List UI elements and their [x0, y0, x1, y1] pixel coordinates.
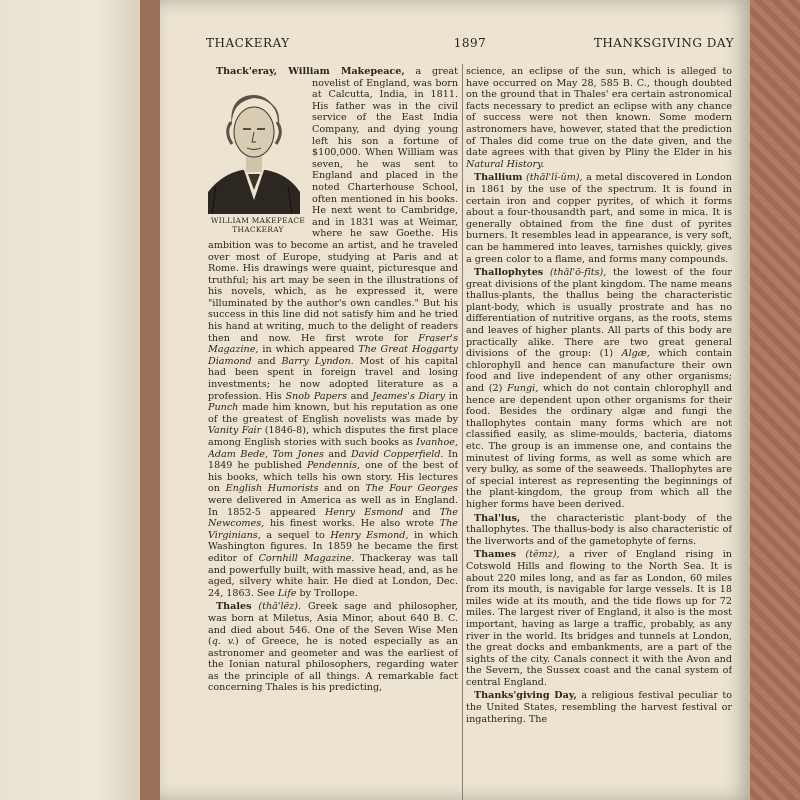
entry-text: a metal discovered in London in 1861 by the use of the spectrum. It is found in certain iron and copper pyrites, of which it forms about a four-thousandth part, and some in mica. It is generally obtained from the fine dust of pyrites burners. It resembles lead in appearance, is very soft, can be hammered into leaves, tarnishes quickly, gives a green color to a flame, and forms many compounds. [466, 172, 732, 265]
entry-text: science, an eclipse of the sun, which is alleged to have occurred on May 28, 585 B. C., though doubted on the ground that in Thales' era certain astronomical facts necessary to predict an eclipse with any chance of success were not then known. Some modern astronomers have, however, stated that the prediction of Thales did come true on the date given, and the date agrees with that given by Pliny the Elder in his [466, 66, 732, 159]
entry-text: and [403, 506, 440, 518]
title-italic: Life [277, 587, 297, 599]
entry-text: in which appeared [258, 344, 359, 356]
entry-text: and [323, 448, 351, 460]
pronunciation: (tĕmz), [525, 549, 560, 561]
entry-text: in which Washington figures. In 1859 he became the first editor of [208, 529, 458, 564]
entry-text: his finest works. He also wrote [264, 518, 440, 530]
entry-text: and on [318, 483, 366, 495]
entry-text: made him known, but his reputation as one of the greatest of English novelists was made by [208, 402, 458, 425]
entry-thames [466, 549, 732, 688]
headword-thallus: Thal'lus, [474, 512, 521, 524]
portrait-caption-line2: THACKERAY [232, 224, 284, 234]
headword-thallium: Thallium [474, 172, 523, 184]
entry-text: in [445, 390, 458, 402]
entry-text: Greek sage and philosopher, was born at Miletus, Asia Minor, about 640 B. C. and died about 546. One of the Seven Wise Men ( [208, 601, 458, 648]
title-italic: Punch [208, 402, 239, 414]
entry-text: (1846-8), which disputes the first place among English stories with such books as [208, 425, 458, 448]
entry-text: the characteristic plant-body of the thallophytes. The thallus-body is also characteristic of the liverworts and of the gametophyte of ferns. [466, 512, 732, 547]
book-facing-page [0, 0, 140, 800]
pronunciation: (thā'lēz). [251, 601, 302, 613]
title-italic: Henry Esmond [324, 506, 404, 518]
entry-text: Most of his capital had been spent in foreign travel and losing investments; he now adopted literature as a profession. His [208, 355, 458, 402]
entry-text: Thackeray was tall and powerfully built, with massive head, and, as he aged, silvery white hair. He died at London, Dec. 24, 1863. See [208, 552, 458, 599]
right-column [466, 66, 732, 800]
term-italic: Algæ, [621, 348, 650, 360]
entry-text: and [251, 355, 282, 367]
running-head [206, 36, 734, 54]
entry-text: were delivered in America as well as in England. In 1852-5 appeared [208, 494, 458, 518]
entry-text: which contain chlorophyll and hence can manufacture their own food and live independent of any other organisms; and (2) [466, 348, 732, 395]
entry-thallium [466, 172, 732, 265]
entry-text: a river of England rising in Cotswold Hills and flowing to the North Sea. It is about 220 miles long, and as far as London, 60 miles from its mouth, is navigable for large vessels. It is 18 miles wide at its mouth, and the tide flows up for 72 miles. The largest river of England, it also is the most important, having as large a traffic, probably, as any river in the world. Its bridges and tunnels at London, the great docks and embankments, are a part of the sights of the city. Canals connect it with the Avon and the Severn, the Sussex coast and the canal system of central England. [466, 549, 732, 688]
entry-thallus [466, 513, 732, 548]
entry-text: a sequel to [260, 529, 331, 541]
entry-text: ) of Greece, he is noted especially as an astronomer and geometer and was the earliest of the Ionian natural philosophers, regarding water as the principle of all things. A remarkable fact concerning Thales is his predicting, [208, 636, 458, 694]
title-italic: The Great Hoggarty Diamond [208, 344, 458, 367]
title-italic: The Four Georges [365, 483, 458, 495]
headword-thanksgiving: Thanks'giving Day, [474, 690, 577, 702]
entry-thales-continued [466, 66, 732, 170]
running-head-left: THACKERAY [206, 36, 290, 50]
entry-thackeray [208, 66, 458, 599]
running-head-right: THANKSGIVING DAY [593, 36, 734, 50]
title-italic: The Newcomes, [208, 506, 458, 530]
title-italic: Snob Papers [285, 390, 347, 402]
headword-thames: Thames [474, 549, 516, 561]
title-italic: English Humorists [225, 483, 319, 495]
title-italic: Barry Lyndon. [281, 355, 354, 367]
entry-thanksgiving [466, 690, 732, 725]
title-italic: Cornhill Magazine. [258, 552, 355, 564]
entry-thallophytes [466, 267, 732, 510]
headword-thallophytes: Thallophytes [474, 267, 544, 279]
pronunciation: (thăl'lĭ-ŭm), [525, 172, 583, 184]
entry-text: by Trollope. [296, 587, 358, 599]
left-column [208, 66, 458, 800]
entry-text: In 1849 he published [208, 448, 458, 472]
entry-text: a great novelist of England, was born at Calcutta, India, in 1811. His father was in the civil service of the East India Company, and dying young left his son a fortune of $100,000. When William was seven, he was sent to England and placed in the noted Charterhouse School, often mentioned in his books. He next went to Cambridge, and in 1831 was at Weimar, where he saw Goethe. His ambition was to become an artist, and he traveled over most of Europe, studying at Paris and at Rome. His drawings were quaint, picturesque and truthful; his art may be seen in the illustrations of his novels, which, as he expressed it, were "illuminated by the author's own candles." But his success in this line did not satisfy him and he tried his hand at writing, much to the delight of readers then and now. He first wrote for [208, 66, 458, 344]
title-italic: The Virginians, [208, 518, 458, 541]
entry-text: a religious festival peculiar to the United States, resembling the harvest festival or ingathering. The [466, 690, 732, 725]
title-italic: Henry Esmond, [330, 529, 409, 541]
entry-text: one of the best of his books, which tells his own story. His lectures on [208, 460, 458, 495]
headword-thackeray: Thack'eray, William Makepeace, [216, 66, 405, 77]
title-italic: Vanity Fair [208, 425, 262, 437]
entry-thales [208, 601, 458, 694]
term-italic: q. v. [211, 636, 236, 648]
entry-text: which do not contain chlorophyll and hence are dependent upon other organisms for their food. Besides the ordinary algæ and fungi the thallophytes contain many forms which are not classified easily, as slime-moulds, bacteria, diatoms etc. The group is an immense one, and contains the minutest of living forms, as well as some which are very bulky, as some of the seaweeds. Thallophytes are of special interest as representing the beginnings of the plant-kingdom, the group from which all the higher forms have been derived. [466, 383, 732, 510]
portrait-caption-line1: WILLIAM MAKEPEACE [210, 215, 306, 225]
title-italic: Natural History. [466, 158, 545, 170]
portrait-figure [208, 82, 306, 234]
title-italic: Jeames's Diary [372, 390, 446, 402]
title-italic: Ivanhoe, Adam Bede, Tom Jones [208, 437, 458, 460]
column-rule [462, 64, 463, 800]
page-number: 1897 [453, 36, 487, 50]
headword-thales: Thales [216, 601, 252, 613]
portrait-engraving [208, 82, 306, 214]
book-page [160, 0, 750, 800]
title-italic: David Copperfield. [350, 448, 444, 460]
entry-text: and [346, 390, 373, 402]
term-italic: Fungi, [507, 383, 539, 395]
entry-text: the lowest of the four great divisions of the plant kingdom. The name means thallus-plants, the thallus being the characteristic plant-body, which is usually prostrate and has no differentiation of nutritive organs, as the roots, stems and leaves of higher plants. All parts of this body are practically alike. There are two great general divisions of the group: (1) [466, 267, 732, 360]
title-italic: Fraser's Magazine, [208, 332, 458, 356]
pronunciation: (thăl'ō-fīts), [549, 267, 607, 279]
title-italic: Pendennis, [306, 460, 361, 472]
